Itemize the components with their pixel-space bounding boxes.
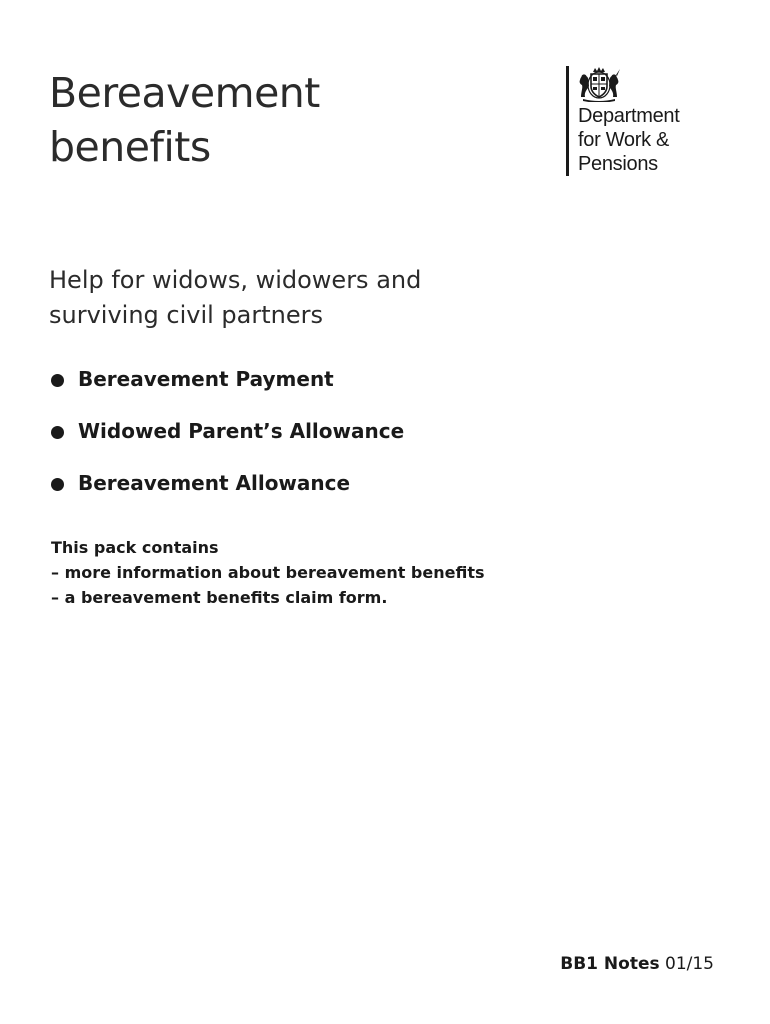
department-name-line-2: for Work & — [578, 129, 670, 151]
royal-coat-of-arms-icon — [577, 66, 621, 102]
form-code: BB1 Notes — [560, 954, 660, 974]
bullet-icon — [51, 478, 64, 491]
title-line-1: Bereavement — [49, 69, 320, 117]
subtitle-line-2: surviving civil partners — [49, 301, 323, 329]
department-name-line-3: Pensions — [578, 153, 658, 175]
pack-contents — [51, 535, 485, 610]
benefit-label: Bereavement Allowance — [78, 471, 351, 495]
subtitle-line-1: Help for widows, widowers and — [49, 266, 422, 294]
pack-item: – a bereavement benefits claim form. — [51, 588, 388, 607]
bullet-icon — [51, 426, 64, 439]
title-line-2: benefits — [49, 123, 211, 171]
benefit-label: Bereavement Payment — [78, 367, 334, 391]
logo-divider — [566, 66, 569, 176]
pack-heading: This pack contains — [51, 538, 219, 557]
department-name-line-1: Department — [578, 105, 680, 127]
pack-item: – more information about bereavement benefits — [51, 563, 485, 582]
form-date: 01/15 — [665, 954, 714, 974]
document-title — [49, 66, 320, 174]
form-reference — [560, 952, 714, 976]
benefit-label: Widowed Parent’s Allowance — [78, 419, 405, 443]
bullet-icon — [51, 374, 64, 387]
department-name — [578, 104, 680, 176]
document-subtitle — [49, 263, 421, 333]
department-logo — [566, 66, 746, 178]
